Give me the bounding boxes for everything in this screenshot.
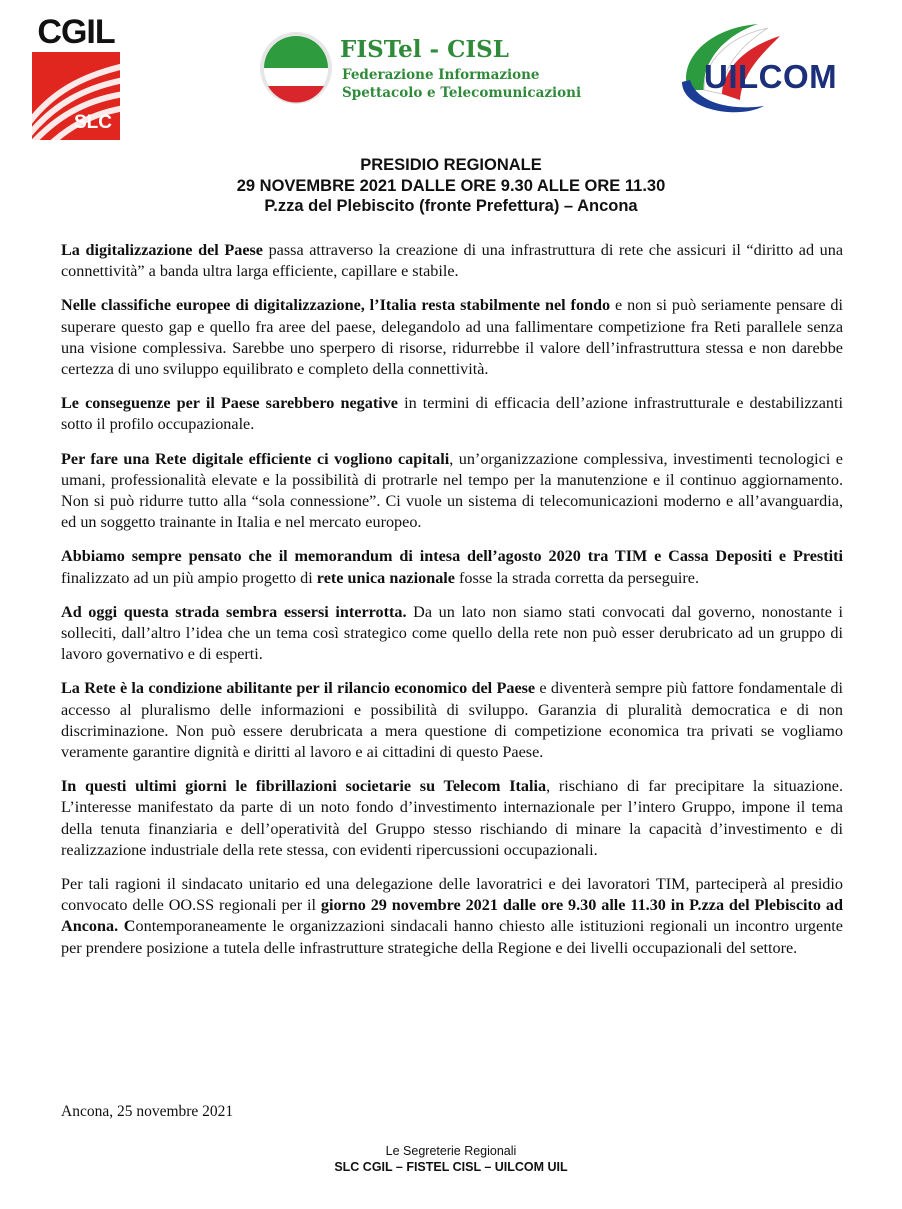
text-run: , rischiano di far precipitare la situazione. L’interesse manifestato da parte di un noto fondo d’investimento internazionale per l’intero Gruppo, impone il tema della tenuta finanziaria e dell’operatività del Gruppo stesso rischiando di minare la capacità d’investimento e di realizzazione industriale della rete stessa, con evidenti ripercussioni occupazionali. <box>61 777 843 859</box>
fistel-globe-icon <box>258 30 334 106</box>
letterhead <box>0 0 902 150</box>
body-paragraph <box>61 295 843 380</box>
signature-line-1: Le Segreterie Regionali <box>385 1144 517 1158</box>
body-paragraph <box>61 678 843 763</box>
body-paragraph <box>61 240 843 282</box>
signature-block <box>0 1143 902 1175</box>
text-run: Per tali ragioni il sindacato unitario ed una delegazione delle lavoratrici e dei lavoratori TIM, parteciperà al presidio convocato delle OO.SS regionali per il <box>61 875 843 915</box>
cgil-slc-logo <box>32 14 120 140</box>
text-run: ontemporaneamente le organizzazioni sindacali hanno chiesto alle istituzioni regionali un incontro urgente per prendere posizione a tutela delle infrastrutture strategiche della Regione e dei livelli occupazionali del settore. <box>61 917 843 957</box>
bold-text-run: Nelle classifiche europee di digitalizzazione, l’Italia resta stabilmente nel fondo <box>61 296 611 315</box>
text-run: , un’organizzazione complessiva, investimenti tecnologici e umani, professionalità elevate e la possibilità di protrarle nel tempo per la manutenzione e il continuo aggiornamento. Non si può ridurre tutto alla “sola connessione”. Ci vuole un sistema di telecomunicazioni moderno e all’avanguardia, ed un soggetto trainante in Italia e nel mercato europeo. <box>61 449 843 532</box>
bold-text-run: Ad oggi questa strada sembra essersi interrotta. <box>61 602 407 621</box>
body-paragraph <box>61 393 843 435</box>
text-run: fosse la strada corretta da perseguire. <box>454 568 700 587</box>
fistel-subtitle-line2: Spettacolo e Telecomunicazioni <box>342 85 582 101</box>
body-paragraph <box>61 449 843 534</box>
body-paragraph <box>61 546 843 588</box>
body-paragraph <box>61 602 843 666</box>
uilcom-logo <box>668 20 868 120</box>
bold-text-run: La digitalizzazione del Paese <box>61 241 263 259</box>
text-run: passa attraverso la creazione di una infrastruttura di rete che assicuri il “diritto ad una connettività” a banda ultra larga efficiente, capillare e stabile. <box>61 241 843 281</box>
bold-text-run: In questi ultimi giorni le fibrillazioni societarie su Telecom Italia <box>61 777 547 796</box>
fistel-logo-name: FISTel - CISL <box>340 36 509 63</box>
text-run: in termini di efficacia dell’azione infrastrutturale e destabilizzanti sotto il profilo occupazionale. <box>61 394 843 434</box>
bold-text-run: giorno 29 novembre 2021 dalle ore 9.30 alle 11.30 in P.zza del Plebiscito ad Ancona. C <box>61 896 843 936</box>
body-paragraph <box>61 874 843 959</box>
bold-text-run: rete unica nazionale <box>316 568 455 587</box>
bold-text-run: La Rete è la condizione abilitante per il rilancio economico del Paese <box>61 679 536 698</box>
date-line: Ancona, 25 novembre 2021 <box>61 1103 234 1120</box>
text-run: e diventerà sempre più fattore fondamentale di accesso al pluralismo delle informazioni e possibilità di sviluppo. Garanzia di pluralità democratica e di non discriminazione. Non può essere derubricata a mera questione di competizione economica tra privati se vogliamo veramente garantire dignità e diritti al lavoro e ai cittadini di questo Paese. <box>61 679 843 762</box>
text-run: finalizzato ad un più ampio progetto di <box>61 568 317 587</box>
text-run: Da un lato non siamo stati convocati dal governo, nonostante i solleciti, dall’altro l’idea che un tema così strategico come quello della rete non può esser derubricato ad un gruppo di lavoro governativo e di esperti. <box>61 602 843 664</box>
bold-text-run: Abbiamo sempre pensato che il memorandum di intesa dell’agosto 2020 tra TIM e Cassa Depositi e Prestiti <box>61 547 843 566</box>
fistel-logo-subtitle <box>342 66 581 102</box>
document-title <box>0 155 902 217</box>
body-paragraph <box>61 776 843 861</box>
title-line-3: P.zza del Plebiscito (fronte Prefettura) – Ancona <box>264 197 638 215</box>
bold-text-run: Per fare una Rete digitale efficiente ci vogliono capitali <box>61 449 450 468</box>
title-line-2: 29 NOVEMBRE 2021 DALLE ORE 9.30 ALLE ORE 11.30 <box>236 176 666 195</box>
fistel-cisl-logo <box>258 30 603 110</box>
cgil-logo-text: CGIL <box>37 13 115 51</box>
fistel-subtitle-line1: Federazione Informazione <box>342 67 540 83</box>
title-line-1: PRESIDIO REGIONALE <box>360 156 542 174</box>
slc-logo-text: SLC <box>74 112 112 133</box>
uilcom-logo-text: UILCOM <box>704 58 838 95</box>
text-run: e non si può seriamente pensare di superare questo gap e quello fra aree del paese, delegandolo ad una fallimentare competizione fra Reti parallele senza una visione complessiva. Sarebbe uno sperpero di risorse, ridurrebbe il valore dell’infrastruttura stessa e non darebbe certezza di uno sviluppo equilibrato e completo della connettività. <box>61 296 843 379</box>
bold-text-run: Le conseguenze per il Paese sarebbero negative <box>61 394 398 413</box>
signature-line-2: SLC CGIL – FISTEL CISL – UILCOM UIL <box>334 1160 568 1174</box>
body-text <box>61 240 843 972</box>
cgil-red-box <box>32 52 120 140</box>
